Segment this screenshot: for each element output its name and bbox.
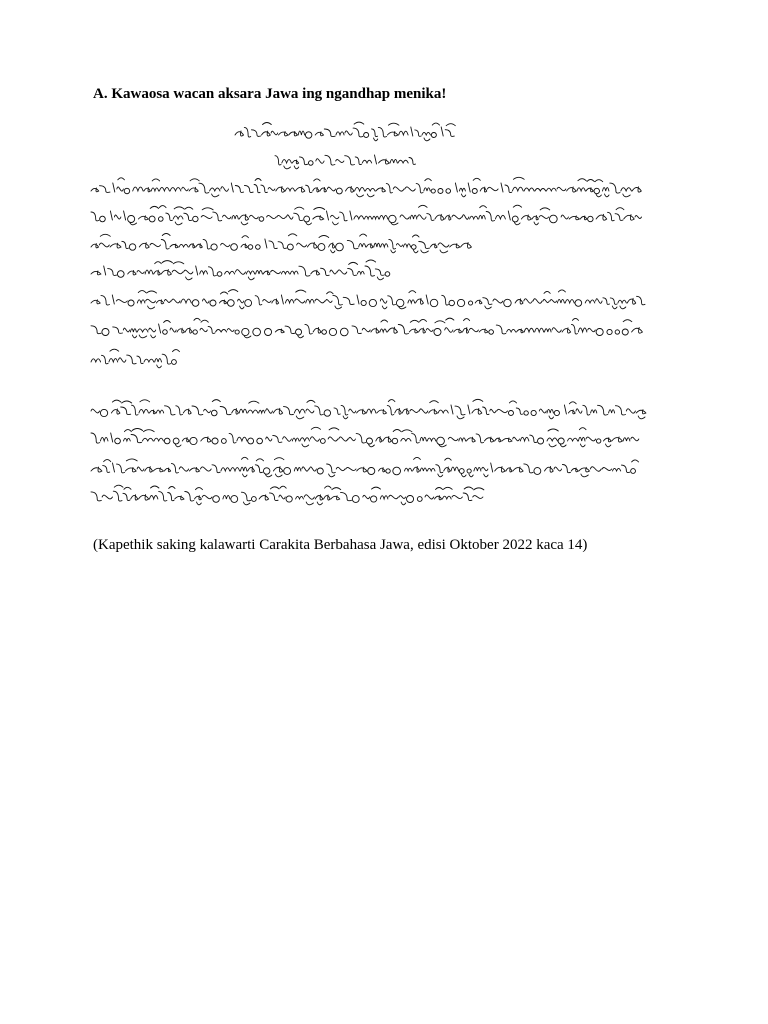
script-glyphs [91,234,471,253]
script-line [91,318,642,338]
script-line [235,122,455,141]
script-line [91,349,179,368]
script-glyphs [91,177,641,196]
script-glyphs [91,399,646,418]
script-line [91,399,646,418]
script-line [91,290,645,309]
script-glyphs [235,122,455,141]
javanese-script-passage [88,118,648,523]
script-glyphs [91,485,484,505]
script-glyphs [91,290,645,309]
javanese-script-image [88,118,648,523]
script-glyphs [91,260,390,280]
script-glyphs [91,205,642,225]
source-caption: (Kapethik saking kalawarti Carakita Berbahasa Jawa, edisi Oktober 2022 kaca 14) [93,537,588,553]
script-line [91,177,641,196]
script-glyphs [91,318,642,338]
script-glyphs [91,427,639,446]
script-glyphs [91,349,179,368]
script-line [91,457,639,476]
script-line [275,155,416,169]
exercise-heading: A. Kawaosa wacan aksara Jawa ing ngandhap menika! [93,86,447,102]
script-line [91,485,484,505]
script-glyphs [91,457,639,476]
script-line [91,260,390,280]
script-line [91,427,639,446]
script-glyphs [275,155,416,169]
script-line [91,234,471,253]
script-line [91,205,642,225]
